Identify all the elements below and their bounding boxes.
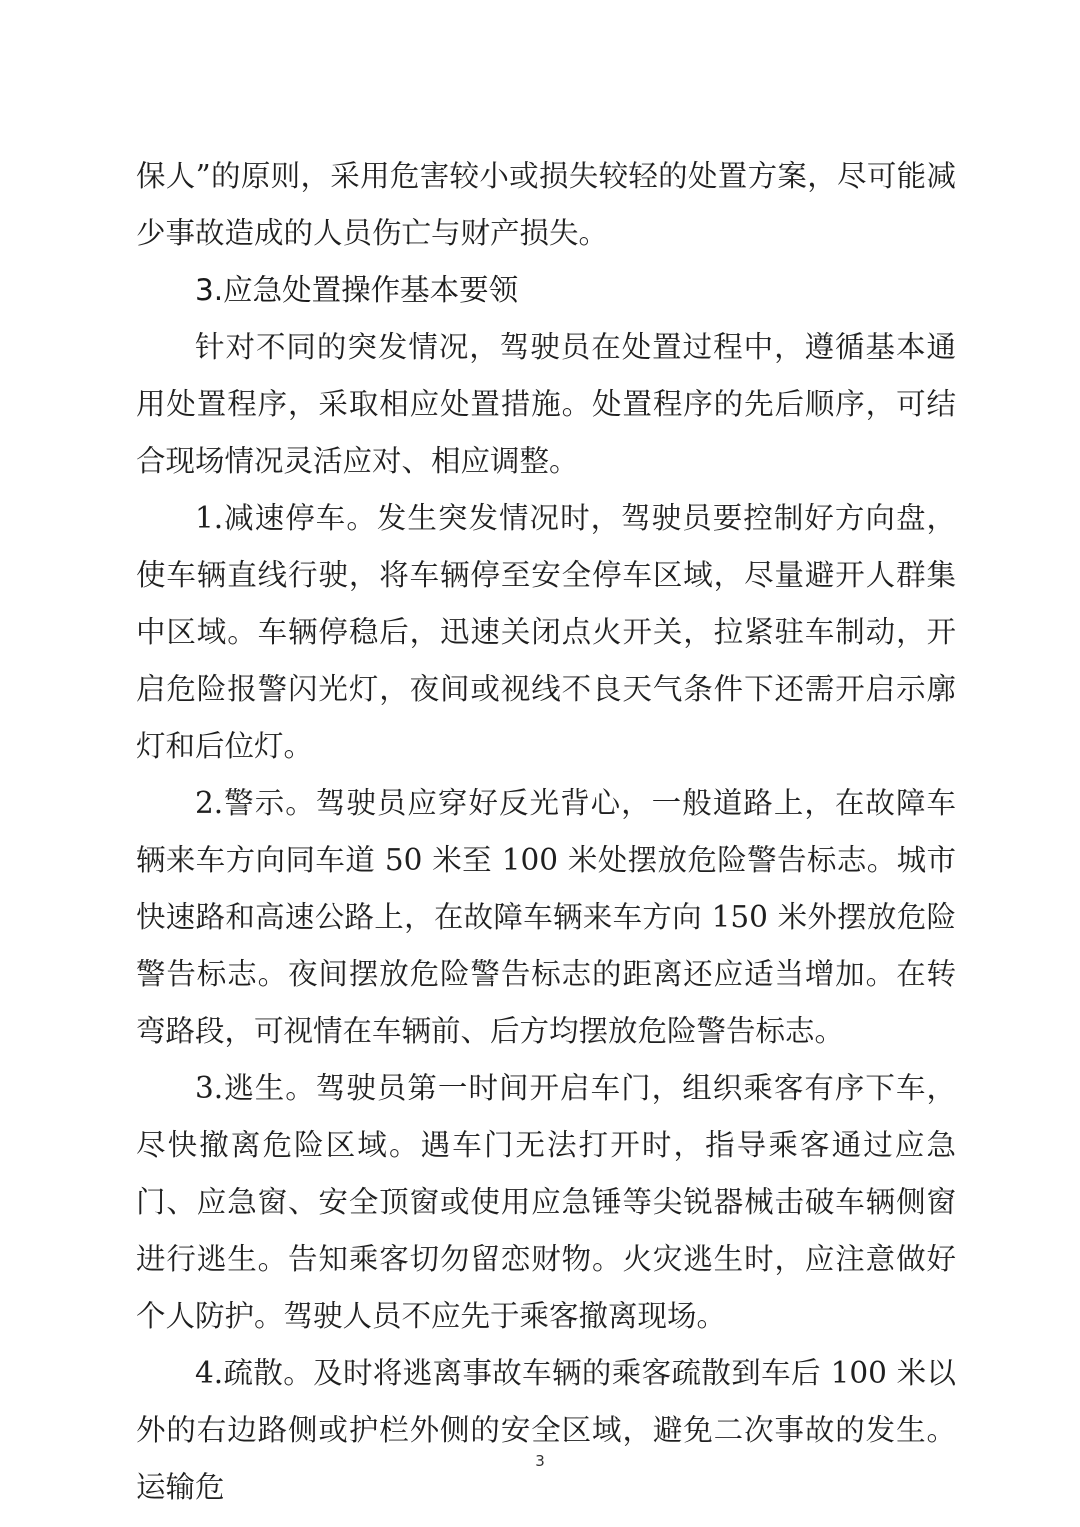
paragraph-continuation: 保人”的原则，采用危害较小或损失较轻的处置方案，尽可能减少事故造成的人员伤亡与财产损失。 — [136, 159, 956, 250]
paragraph-intro: 针对不同的突发情况，驾驶员在处置过程中，遵循基本通用处置程序，采取相应处置措施。处置程序的先后顺序，可结合现场情况灵活应对、相应调整。 — [136, 330, 956, 478]
paragraph-step-2: 2.警示。驾驶员应穿好反光背心，一般道路上，在故障车辆来车方向同车道 50 米至 100 米处摆放危险警告标志。城市快速路和高速公路上，在故障车辆来车方向 150 米外摆放危险警告标志。夜间摆放危险警告标志的距离还应适当增加。在转弯路段，可视情在车辆前、后方均摆放危险警告标志。 — [136, 786, 956, 1048]
paragraph-step-3: 3.逃生。驾驶员第一时间开启车门，组织乘客有序下车，尽快撤离危险区域。遇车门无法打开时，指导乘客通过应急门、应急窗、安全顶窗或使用应急锤等尖锐器械击破车辆侧窗进行逃生。告知乘客切勿留恋财物。火灾逃生时，应注意做好个人防护。驾驶人员不应先于乘客撤离现场。 — [136, 1071, 956, 1333]
paragraph-step-1: 1.减速停车。发生突发情况时，驾驶员要控制好方向盘，使车辆直线行驶，将车辆停至安全停车区域，尽量避开人群集中区域。车辆停稳后，迅速关闭点火开关，拉紧驻车制动，开启危险报警闪光灯，夜间或视线不良天气条件下还需开启示廓灯和后位灯。 — [136, 501, 956, 763]
section-heading: 3.应急处置操作基本要领 — [195, 273, 519, 307]
paragraph-step-4: 4.疏散。及时将逃离事故车辆的乘客疏散到车后 100 米以外的右边路侧或护栏外侧的安全区域，避免二次事故的发生。运输危 — [136, 1356, 956, 1504]
page-number: 3 — [535, 1452, 545, 1470]
body-text — [136, 148, 956, 1516]
